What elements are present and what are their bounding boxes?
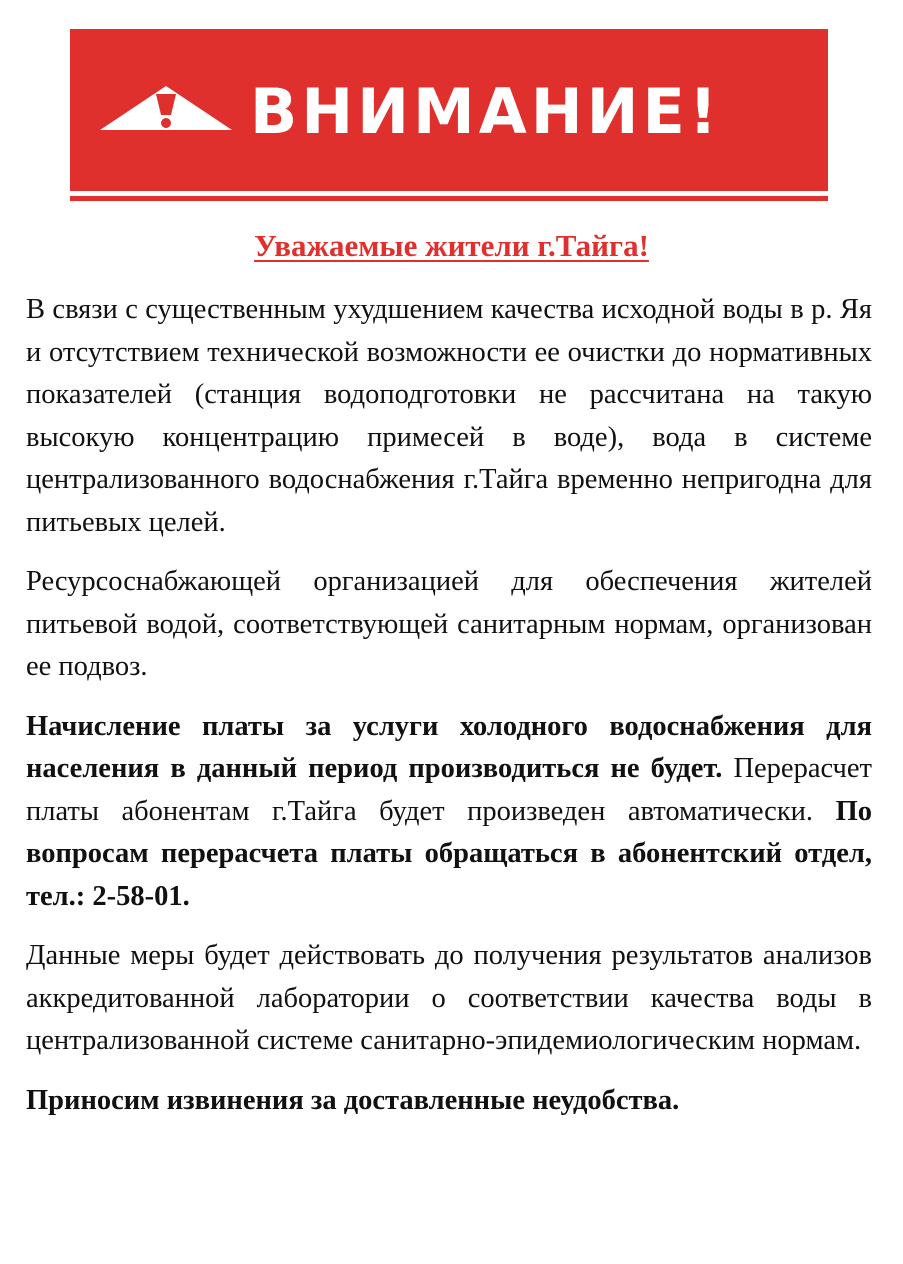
banner-title: ВНИМАНИЕ! bbox=[250, 75, 722, 148]
notice-body bbox=[26, 289, 872, 1122]
paragraph-water-quality: В связи с существенным ухудшением качества исходной воды в р. Яя и отсутствием технической возможности ее очистки до нормативных показателей (станция водоподготовки не рассчитана на такую высокую концентрацию примесей в воде), вода в системе централизованного водоснабжения г.Тайга временно непригодна для питьевых целей. bbox=[26, 294, 872, 538]
contact-phone-text: По вопросам перерасчета платы обращаться в абонентский отдел, тел.: 2-58-01. bbox=[26, 795, 872, 912]
paragraph-billing bbox=[26, 706, 872, 919]
apology-text: Приносим извинения за доставленные неудобства. bbox=[26, 1084, 680, 1116]
billing-suspension-text: Начисление платы за услуги холодного водоснабжения для населения в данный период производиться не будет. bbox=[26, 710, 872, 784]
recalculation-text: Перерасчет платы абонентам г.Тайга будет произведен автоматически. bbox=[26, 753, 872, 827]
greeting-heading: Уважаемые жители г.Тайга! bbox=[254, 228, 649, 263]
warning-triangle-icon bbox=[100, 84, 232, 132]
banner-underline bbox=[70, 196, 828, 201]
paragraph-measures-duration: Данные меры будет действовать до получения результатов анализов аккредитованной лаборатории о соответствии качества воды в централизованной системе санитарно-эпидемиологическим нормам. bbox=[26, 940, 872, 1056]
paragraph-water-delivery: Ресурсоснабжающей организацией для обеспечения жителей питьевой водой, соответствующей санитарным нормам, организован ее подвоз. bbox=[26, 566, 872, 682]
